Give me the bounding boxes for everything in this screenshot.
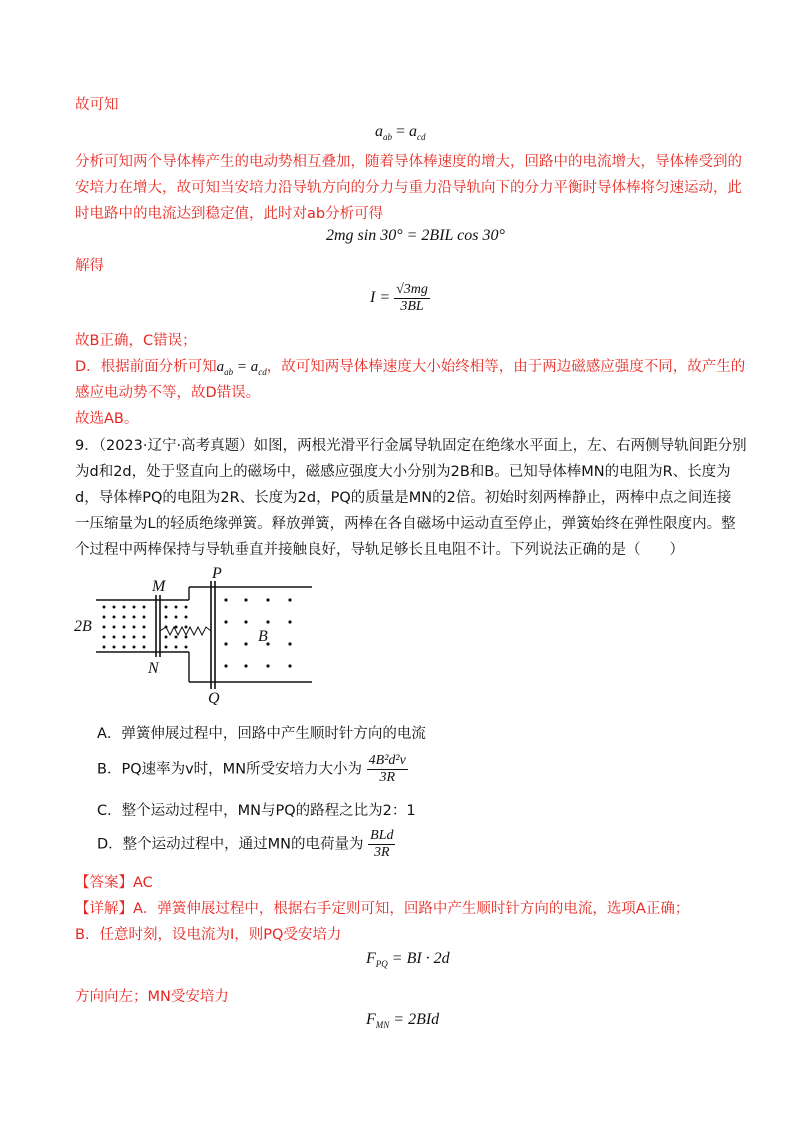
detail-line: 方向向左；MN受安培力 — [75, 989, 229, 1005]
label-N: N — [148, 660, 159, 677]
field-dot — [143, 646, 146, 649]
field-dot — [123, 636, 126, 639]
field-dot — [113, 646, 116, 649]
field-dot — [103, 636, 106, 639]
detail-line: B．任意时刻，设电流为I，则PQ受安培力 — [75, 927, 342, 943]
field-dot — [103, 616, 106, 619]
text-line: 故选AB。 — [75, 411, 139, 427]
field-dot — [133, 606, 136, 609]
question-line: 个过程中两棒保持与导轨垂直并接触良好，导轨足够长且电阻不计。下列说法正确的是（ ） — [75, 542, 684, 558]
field-dot — [175, 626, 178, 629]
field-dot — [133, 636, 136, 639]
field-dot — [113, 626, 116, 629]
field-dot — [185, 626, 188, 629]
formula-current: I = $\frac{√3mg}{3BL}$ — [370, 282, 428, 314]
field-dot — [165, 626, 168, 629]
field-dot — [143, 616, 146, 619]
label-M: M — [152, 578, 166, 595]
text-line: 感应电动势不等，故D错误。 — [75, 385, 261, 401]
rail-diagram — [74, 565, 324, 705]
option-b: B．PQ速率为v时，MN所受安培力大小为 $\frac{\text{4B²d²v}}{3R}$ — [97, 753, 406, 785]
field-dot — [185, 646, 188, 649]
field-dot — [224, 598, 227, 601]
field-dot — [143, 606, 146, 609]
field-dot — [123, 606, 126, 609]
option-d: D．整个运动过程中，通过MN的电荷量为 $\frac{\text{BLd}}{3R}$ — [97, 828, 394, 860]
field-dot — [175, 606, 178, 609]
field-dot — [123, 626, 126, 629]
text-line: 分析可知两个导体棒产生的电动势相互叠加，随着导体棒速度的增大，回路中的电流增大，导体棒受到的 — [75, 154, 742, 170]
answer-line: 【答案】AC — [75, 875, 153, 891]
label-2B: 2B — [74, 618, 92, 635]
field-dot — [185, 616, 188, 619]
field-dot — [288, 620, 291, 623]
option-a: A．弹簧伸展过程中，回路中产生顺时针方向的电流 — [97, 726, 426, 742]
field-dot — [103, 626, 106, 629]
text-line: 故B正确，C错误； — [75, 333, 197, 349]
field-dot — [175, 646, 178, 649]
field-dot — [165, 616, 168, 619]
field-dot — [103, 646, 106, 649]
field-dot — [133, 626, 136, 629]
field-dot — [185, 636, 188, 639]
text-line: 时电路中的电流达到稳定值，此时对ab分析可得 — [75, 206, 384, 222]
field-dot — [113, 636, 116, 639]
field-dot — [288, 598, 291, 601]
field-dot — [266, 664, 269, 667]
label-B: B — [258, 628, 268, 645]
field-dot — [113, 616, 116, 619]
field-dot — [143, 626, 146, 629]
field-dot — [288, 664, 291, 667]
field-dot — [266, 620, 269, 623]
field-dot — [224, 620, 227, 623]
question-line: d，导体棒PQ的电阻为2R、长度为2d，PQ的质量是MN的2倍。初始时刻两棒静止，两棒中点之间连接 — [75, 490, 732, 506]
question-line: 为d和2d，处于竖直向上的磁场中，磁感应强度大小分别为2B和B。已知导体棒MN的电阻为R、长度为 — [75, 464, 731, 480]
field-dot — [103, 606, 106, 609]
field-dot — [165, 646, 168, 649]
field-dot — [165, 606, 168, 609]
field-dot — [244, 620, 247, 623]
field-dot — [175, 616, 178, 619]
label-Q: Q — [208, 690, 220, 705]
field-dot — [113, 606, 116, 609]
field-dot — [224, 642, 227, 645]
formula-f-pq: $F_{PQ}$ = BI · 2d — [366, 950, 450, 969]
label-P: P — [212, 565, 222, 582]
field-dot — [288, 642, 291, 645]
field-dot — [143, 636, 146, 639]
field-dot — [123, 646, 126, 649]
question-line: 9．（2023·辽宁·高考真题）如图，两根光滑平行金属导轨固定在绝缘水平面上，左、右两侧导轨间距分别 — [75, 438, 747, 454]
field-dot — [133, 646, 136, 649]
field-dot — [244, 642, 247, 645]
text-line: D．根据前面分析可知$a_{ab} = a_{cd}$，故可知两导体棒速度大小始终相等，由于两边磁感应强度不同，故产生的 — [75, 359, 746, 377]
detail-line: 【详解】A．弹簧伸展过程中，根据右手定则可知，回路中产生顺时针方向的电流，选项A正确； — [75, 901, 690, 917]
field-dot — [133, 616, 136, 619]
field-dot — [224, 664, 227, 667]
field-dot — [123, 616, 126, 619]
text-line: 故可知 — [75, 97, 119, 113]
text-line: 安培力在增大，故可知当安培力沿导轨方向的分力与重力沿导轨向下的分力平衡时导体棒将匀速运动，此 — [75, 180, 742, 196]
field-dot — [266, 598, 269, 601]
formula-force-balance: 2mg sin 30° = 2BIL cos 30° — [326, 227, 505, 244]
option-c: C．整个运动过程中，MN与PQ的路程之比为2：1 — [97, 803, 416, 819]
field-dot — [244, 664, 247, 667]
question-line: 一压缩量为L的轻质绝缘弹簧。释放弹簧，两棒在各自磁场中运动直至停止，弹簧始终在弹性限度内。整 — [75, 516, 736, 532]
text-line: 解得 — [75, 258, 104, 274]
field-dot — [165, 636, 168, 639]
field-dot — [175, 636, 178, 639]
field-dot — [244, 598, 247, 601]
formula-a-equal: $a_{ab} = a_{cd}$ — [375, 123, 426, 142]
formula-f-mn: $F_{MN} = 2BId$ — [366, 1011, 440, 1030]
field-dot — [185, 606, 188, 609]
